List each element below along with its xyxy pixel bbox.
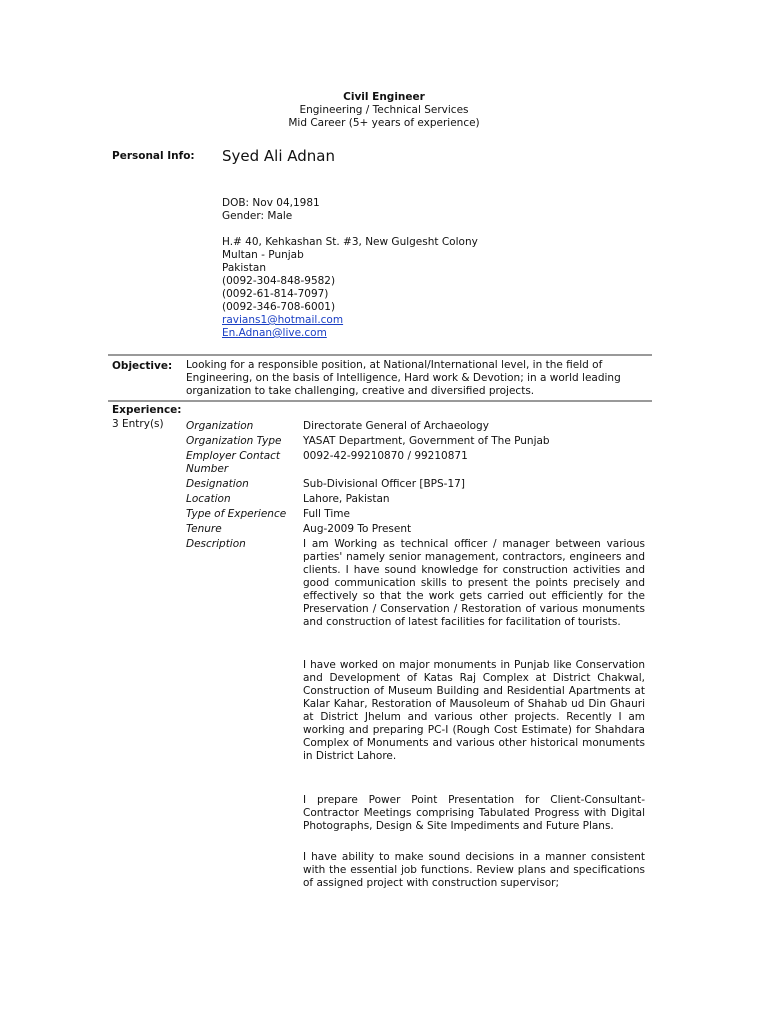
job-category: Engineering / Technical Services <box>299 104 469 116</box>
field-label-organization: Organization <box>186 420 254 432</box>
personal-info-label: Personal Info: <box>112 150 195 162</box>
resume-header <box>0 91 768 130</box>
divider <box>108 400 652 402</box>
job-title: Civil Engineer <box>343 91 425 103</box>
field-label-location: Location <box>186 493 231 505</box>
field-label-organization-type: Organization Type <box>186 435 282 447</box>
description-paragraph: I prepare Power Point Presentation for Client-Consultant-Contractor Meetings comprising Tabulated Progress with Digital Photographs, Design & Site Impediments and Future Plans. <box>303 794 645 832</box>
divider <box>108 354 652 356</box>
dob: DOB: Nov 04,1981 <box>222 197 320 209</box>
phone-1: (0092-304-848-9582) <box>222 275 336 287</box>
objective-text: Looking for a responsible position, at National/International level, in the field of Engineering, on the basis of Intelligence, Hard work & Devotion; in a world leading organization to take challenging, creative and diversified projects. <box>186 359 621 397</box>
field-value-organization-type: YASAT Department, Government of The Punjab <box>303 435 550 447</box>
field-label-description: Description <box>186 538 246 550</box>
personal-details <box>222 197 320 223</box>
experience-label: Experience: <box>112 404 182 416</box>
field-value-organization: Directorate General of Archaeology <box>303 420 489 432</box>
email-link-1[interactable]: ravians1@hotmail.com <box>222 314 344 326</box>
address-line2: Multan - Punjab <box>222 249 304 261</box>
field-value-type-of-experience: Full Time <box>303 508 350 520</box>
field-label-designation: Designation <box>186 478 249 490</box>
field-value-tenure: Aug-2009 To Present <box>303 523 412 535</box>
contact-details <box>222 236 478 340</box>
field-value-location: Lahore, Pakistan <box>303 493 390 505</box>
description-paragraph: I am Working as technical officer / manager between various parties' namely senior management, contractors, engineers and clients. I have sound knowledge for construction activities and good communication skills to present the points precisely and effectively so that the work gets carried out efficiently for the Preservation / Conservation / Restoration of various monuments and construction of latest facilities for facilitation of tourists. <box>303 538 645 628</box>
experience-count: 3 Entry(s) <box>112 418 164 430</box>
field-label-type-of-experience: Type of Experience <box>186 508 287 520</box>
objective-label: Objective: <box>112 360 173 372</box>
candidate-name: Syed Ali Adnan <box>222 147 336 165</box>
phone-2: (0092-61-814-7097) <box>222 288 329 300</box>
country: Pakistan <box>222 262 266 274</box>
email-link-2[interactable]: En.Adnan@live.com <box>222 327 327 339</box>
career-level: Mid Career (5+ years of experience) <box>288 117 480 129</box>
address-line1: H.# 40, Kehkashan St. #3, New Gulgesht Colony <box>222 236 478 248</box>
field-value-designation: Sub-Divisional Officer [BPS-17] <box>303 478 465 490</box>
field-value-employer-contact: 0092-42-99210870 / 99210871 <box>303 450 468 462</box>
description-paragraph: I have worked on major monuments in Punjab like Conservation and Development of Katas Raj Complex at District Chakwal, Construction of Museum Building and Residential Apartments at Kalar Kahar, Restoration of Mausoleum of Shahab ud Din Ghauri at District Jhelum and various other projects. Recently I am working and preparing PC-I (Rough Cost Estimate) for Shahdara Complex of Monuments and various other historical monuments in District Lahore. <box>303 659 645 762</box>
field-label-tenure: Tenure <box>186 523 222 535</box>
description-paragraph: I have ability to make sound decisions in a manner consistent with the essential job functions. Review plans and specifications of assigned project with construction supervisor; <box>303 851 645 889</box>
field-label-employer-contact: Employer Contact Number <box>186 450 281 475</box>
gender: Gender: Male <box>222 210 293 222</box>
phone-3: (0092-346-708-6001) <box>222 301 336 313</box>
